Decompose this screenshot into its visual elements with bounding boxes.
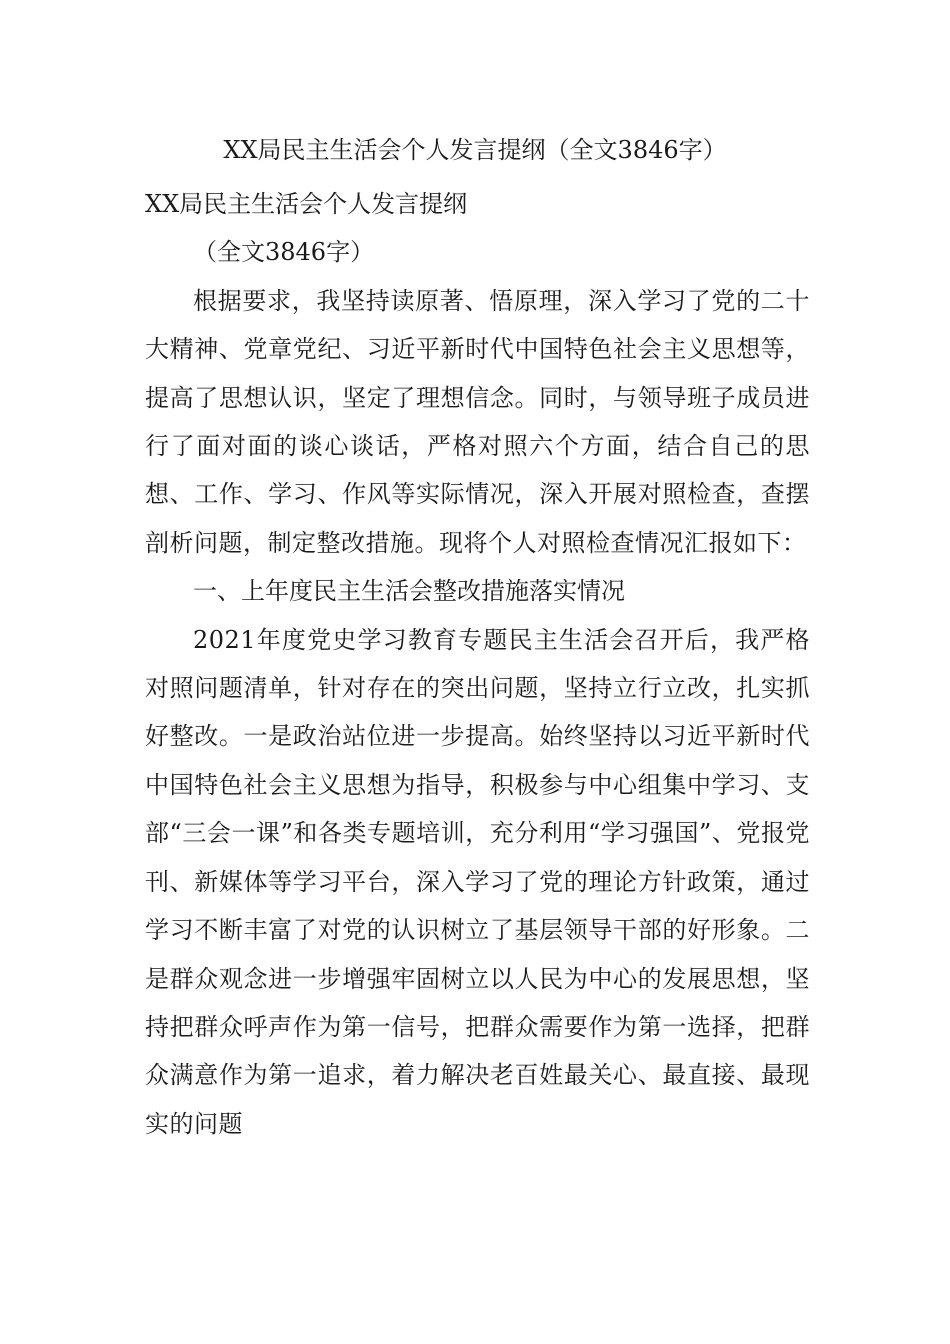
- document-title: XX局民主生活会个人发言提纲（全文3846字）: [223, 136, 727, 164]
- section-heading-1: 一、上年度民主生活会整改措施落实情况: [193, 577, 625, 606]
- word-count-note: （全文3846字）: [193, 238, 375, 267]
- paragraph-intro: 根据要求，我坚持读原著、悟原理，深入学习了党的二十大精神、党章党纪、习近平新时代中国特色社会主义思想等，提高了思想认识，坚定了理想信念。同时，与领导班子成员进行了面对面的谈心谈话，严格对照六个方面，结合自己的思想、工作、学习、作风等实际情况，深入开展对照检查，查摆剖析问题，制定整改措施。现将个人对照检查情况汇报如下：: [145, 286, 810, 557]
- document-subtitle: XX局民主生活会个人发言提纲: [145, 190, 468, 218]
- document-body: [145, 180, 810, 1148]
- paragraph-section-1: 2021年度党史学习教育专题民主生活会召开后，我严格对照问题清单，针对存在的突出问题，坚持立行立改，扎实抓好整改。一是政治站位进一步提高。始终坚持以习近平新时代中国特色社会主义思想为指导，积极参与中心组集中学习、支部“三会一课”和各类专题培训，充分利用“学习强国”、党报党刊、新媒体等学习平台，深入学习了党的理论方针政策，通过学习不断丰富了对党的认识树立了基层领导干部的好形象。二是群众观念进一步增强牢固树立以人民为中心的发展思想，坚持把群众呼声作为第一信号，把群众需要作为第一选择，把群众满意作为第一追求，着力解决老百姓最关心、最直接、最现实的问题: [145, 625, 810, 1138]
